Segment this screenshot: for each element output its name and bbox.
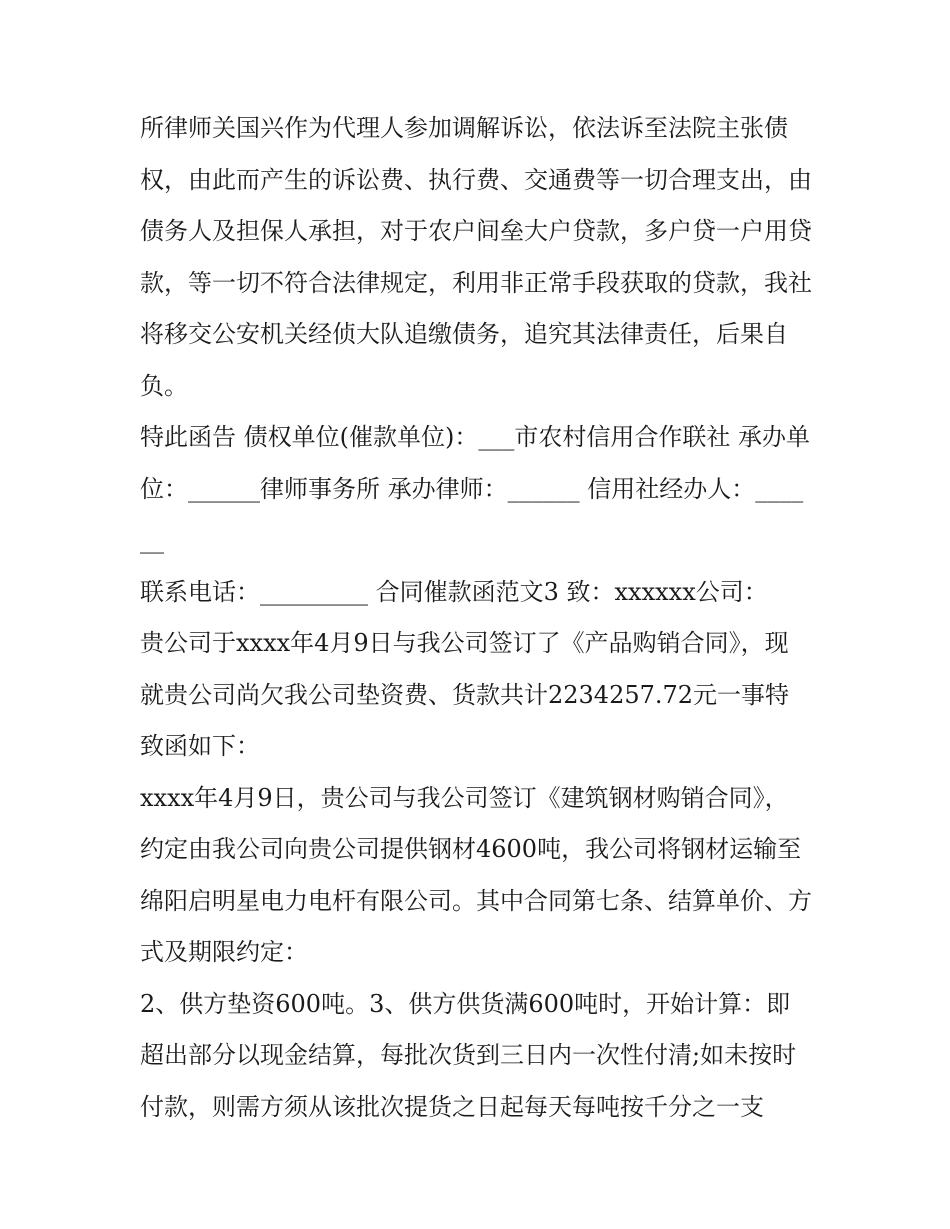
paragraph-notice-signatories: 特此函告 债权单位(催款单位)：___市农村信用合作联社 承办单位：______律师事务所 承办律师：______ 信用社经办人：______ (140, 423, 810, 554)
paragraph-settlement-clause: 2、供方垫资600吨。3、供方供货满600吨时，开始计算：即超出部分以现金结算，每批次货到三日内一次性付清;如未按时付款，则需方须从该批次提货之日起每天每吨按千分之一支 (140, 989, 797, 1121)
paragraph-contact-phone: 联系电话：_________ 合同催款函范文3 致：xxxxxx公司： (140, 577, 768, 606)
paragraph-contract-arrears: 贵公司于xxxx年4月9日与我公司签订了《产品购销合同》，现就贵公司尚欠我公司垫资费、货款共计2234257.72元一事特致函如下： (140, 629, 790, 760)
document-body (140, 103, 812, 1133)
paragraph-mediation-claim: 所律师关国兴作为代理人参加调解诉讼，依法诉至法院主张债权，由此而产生的诉讼费、执行费、交通费等一切合理支出，由债务人及担保人承担，对于农户间垒大户贷款，多户贷一户用贷款，等一切不符合法律规定，利用非正常手段获取的贷款，我社将移交公安机关经侦大队追缴债务，追究其法律责任，后果自负。 (140, 114, 812, 400)
paragraph-contract-terms: xxxx年4月9日，贵公司与我公司签订《建筑钢材购销合同》，约定由我公司向贵公司提供钢材4600吨，我公司将钢材运输至绵阳启明星电力电杆有限公司。其中合同第七条、结算单价、方式及期限约定： (140, 783, 812, 966)
